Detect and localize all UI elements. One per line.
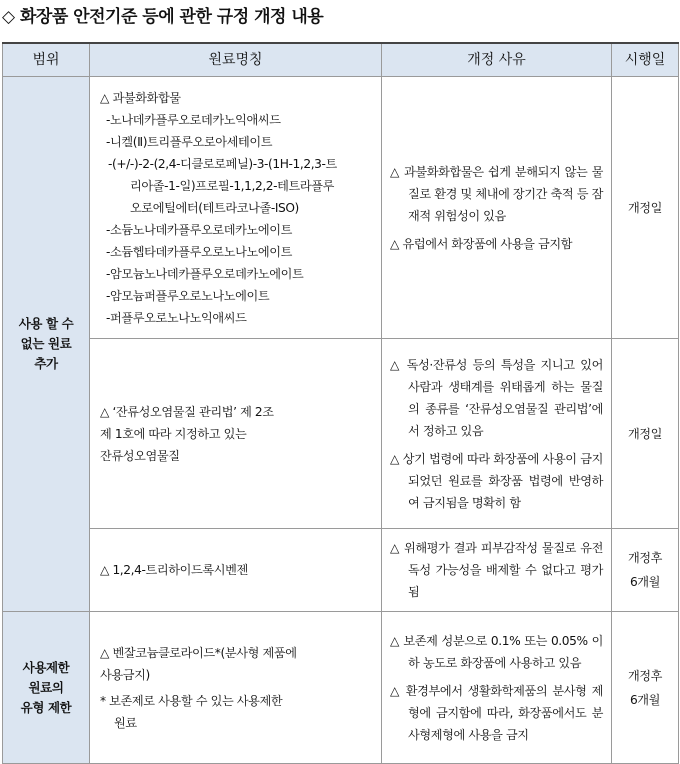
effective-date-line: 6개월 <box>629 692 661 707</box>
ingredient-item: -소듐헵타데카플루오로노나노에이트 <box>106 244 292 259</box>
ingredient-item-cont: 오로에틸에터(테트라코나졸-ISO) <box>130 200 299 215</box>
header-row <box>3 43 679 77</box>
ingredient-text: 사용금지) <box>100 667 150 682</box>
reason-cell <box>382 77 612 339</box>
table-row <box>3 339 679 529</box>
table-row <box>3 77 679 339</box>
effective-date-line: 개정후 <box>627 551 663 565</box>
reason-cell <box>382 529 612 612</box>
reason-text: △ 위해평가 결과 피부감작성 물질로 유전독성 가능성을 배제할 수 없다고 평가됨 <box>390 541 603 599</box>
ingredient-note: 원료 <box>114 715 137 730</box>
category-line: 원료의 <box>28 679 64 695</box>
category-restricted <box>3 612 90 764</box>
reason-text: △ 환경부에서 생활화학제품의 분사형 제형에 금지함에 따라, 화장품에서도 분사형제형에 사용을 금지 <box>390 683 603 742</box>
table-row <box>3 612 679 764</box>
effective-date-cell <box>612 612 679 764</box>
page-title: ◇ 화장품 안전기준 등에 관한 규정 개정 내용 <box>2 7 324 27</box>
category-line: 사용 할 수 <box>18 316 74 331</box>
ingredient-text: △ ‘잔류성오염물질 관리법’ 제 2조 <box>100 404 274 419</box>
ingredient-item-first: -(+/-)-2-(2,4-디클로로페닐)-3-(1H-1,2,3-트 <box>108 156 337 171</box>
ingredient-text: △ 벤잘코늄클로라이드*(분사형 제품에 <box>100 645 297 660</box>
ingredient-item: -퍼플루오로노나노익애씨드 <box>106 310 247 325</box>
ingredient-item: -노나데카플루오로데카노익애씨드 <box>106 112 281 127</box>
ingredient-note: * 보존제로 사용할 수 있는 사용제한 <box>100 693 283 708</box>
effective-date-cell: 개정일 <box>612 77 679 339</box>
effective-date-line: 개정후 <box>627 668 663 683</box>
reason-text: △ 과불화화합물은 쉽게 분해되지 않는 물질로 환경 및 체내에 장기간 축적 등 잠재적 위험성이 있음 <box>390 164 603 223</box>
ingredient-cell <box>90 339 382 529</box>
effective-date-line: 6개월 <box>629 575 661 589</box>
ingredient-cell <box>90 612 382 764</box>
header-reason: 개정 사유 <box>382 43 612 77</box>
reason-text: △ 유럽에서 화장품에 사용을 금지함 <box>390 236 573 251</box>
header-scope: 범위 <box>3 43 90 77</box>
ingredient-item: -니켈(Ⅱ)트리플루오로아세테이트 <box>106 134 273 149</box>
ingredient-item: -암모늄노나데카플루오로데카노에이트 <box>106 266 304 281</box>
header-ingredient-name: 원료명칭 <box>90 43 382 77</box>
category-line: 유형 제한 <box>20 699 72 715</box>
table-row <box>3 529 679 612</box>
reason-text: △ 상기 법령에 따라 화장품에 사용이 금지되었던 원료를 화장품 법령에 반영하여 금지됨을 명확히 함 <box>390 451 603 510</box>
reason-text: △ 독성·잔류성 등의 특성을 지니고 있어 사람과 생태계를 위태롭게 하는 물질의 종류를 ‘잔류성오염물질 관리법’에서 정하고 있음 <box>390 357 603 438</box>
ingredient-item: -소듐노나데카플루오로데카노에이트 <box>106 222 292 237</box>
reason-cell <box>382 339 612 529</box>
ingredient-item-cont: 리아졸-1-일)프로필-1,1,2,2-테트라플루 <box>130 178 335 193</box>
header-effective-date: 시행일 <box>612 43 679 77</box>
ingredient-cell: △ 1,2,4-트리하이드록시벤젠 <box>90 529 382 612</box>
regulation-table <box>2 42 679 764</box>
category-prohibited <box>3 77 90 612</box>
ingredient-group-head: △ 과불화화합물 <box>100 90 181 105</box>
ingredient-item: -암모늄퍼플루오로노나노에이트 <box>106 288 270 303</box>
effective-date-cell <box>612 529 679 612</box>
ingredient-cell <box>90 77 382 339</box>
category-line: 추가 <box>34 356 58 371</box>
effective-date-cell: 개정일 <box>612 339 679 529</box>
reason-cell <box>382 612 612 764</box>
reason-text: △ 보존제 성분으로 0.1% 또는 0.05% 이하 농도로 화장품에 사용하고 있음 <box>390 633 603 670</box>
category-line: 사용제한 <box>22 659 70 675</box>
ingredient-item <box>100 153 375 219</box>
ingredient-text: 제 1호에 따라 지정하고 있는 <box>100 426 247 441</box>
category-line: 없는 원료 <box>20 336 72 351</box>
ingredient-text: 잔류성오염물질 <box>100 448 180 463</box>
